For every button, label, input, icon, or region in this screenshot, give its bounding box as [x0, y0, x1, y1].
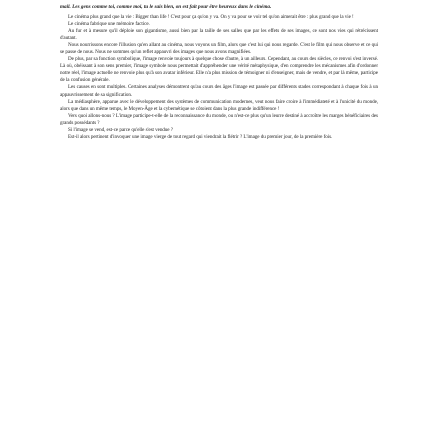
paragraph-2: Le cinéma fabrique une mémoire factice.	[68, 21, 150, 28]
paragraph-3: Au fur et à mesure qu'il déploie son gigantisme, aussi bien par la taille de ses salles que par les effets de ses images, ce sont nos vies qui rétrécissent d'autant.	[60, 28, 378, 42]
paragraph-8: Vers quoi allons-nous ? L'image participe-t-elle de la reconnaissance du monde, ou n'est-ce plus qu'un leurre destiné à accroître les marges bénéficiaires des grands possédants ?	[60, 112, 378, 126]
paragraph-4: Nous nourrissons encore l'illusion qu'en allant au cinéma, nous voyons un film, alors que c'est lui qui nous regarde. C'est le film qui nous observe et ce qui se passe de nous. Nous ne sommes qu'un reflet appauvri des images que nous avons magnifiées.	[60, 42, 378, 56]
paragraph-7: La médiasphère, apparue avec le développement des systèmes de communication modernes, veut nous faire croire à l'immédiateté et à l'unicité du monde, alors que dans un même temps, le Moyen-Âge et la cybernétique se côtoient dans la plus grande indifférence !	[60, 98, 378, 112]
paragraph-9: Si l'image se vend, est-ce parce qu'elle s'est vendue ?	[68, 126, 173, 133]
paragraph-1: Le cinéma plus grand que la vie : Bigger than life ! C'est pour ça qu'on y va. On y va pour se voir tel qu'on aimerait être : plus grand que la vie !	[68, 14, 354, 20]
paragraph-5: De plus, par sa fonction symbolique, l'image renvoie toujours à quelque chose d'autre, à un ailleurs. Cependant, au cours des siècles, ce renvoi s'est inversé. Là où, obéissant à son sens premier, l'image symbole nous permettait d'appréhender une vérité métaphysique, d'en comprendre les mécanismes afin d'ordonner notre réel, l'image actuelle ne renvoie plus qu'à son avatar inférieur. Elle n'a plus mission de témoigner ni d'enseigner, mais de vendre, et par là même, participe de la confusion générale.	[60, 56, 378, 84]
paragraph-6: Les causes en sont multiples. Certaines analyses démontrent qu'au cours des âges l'image est passée par différents stades correspondant à chaque fois à un appauvrissement de sa signification.	[60, 84, 378, 98]
document-page	[60, 4, 378, 429]
top-italic-line: mail. Les gens comme toi, comme moi, tu le sais bien, on est fait pour être heureux dans le cinéma.	[60, 4, 272, 10]
paragraph-10: Est-il alors pertinent d'invoquer une image vierge de tout regard qui viendrait la flétrir ? L'image du premier jour, de la première fois.	[68, 133, 333, 140]
